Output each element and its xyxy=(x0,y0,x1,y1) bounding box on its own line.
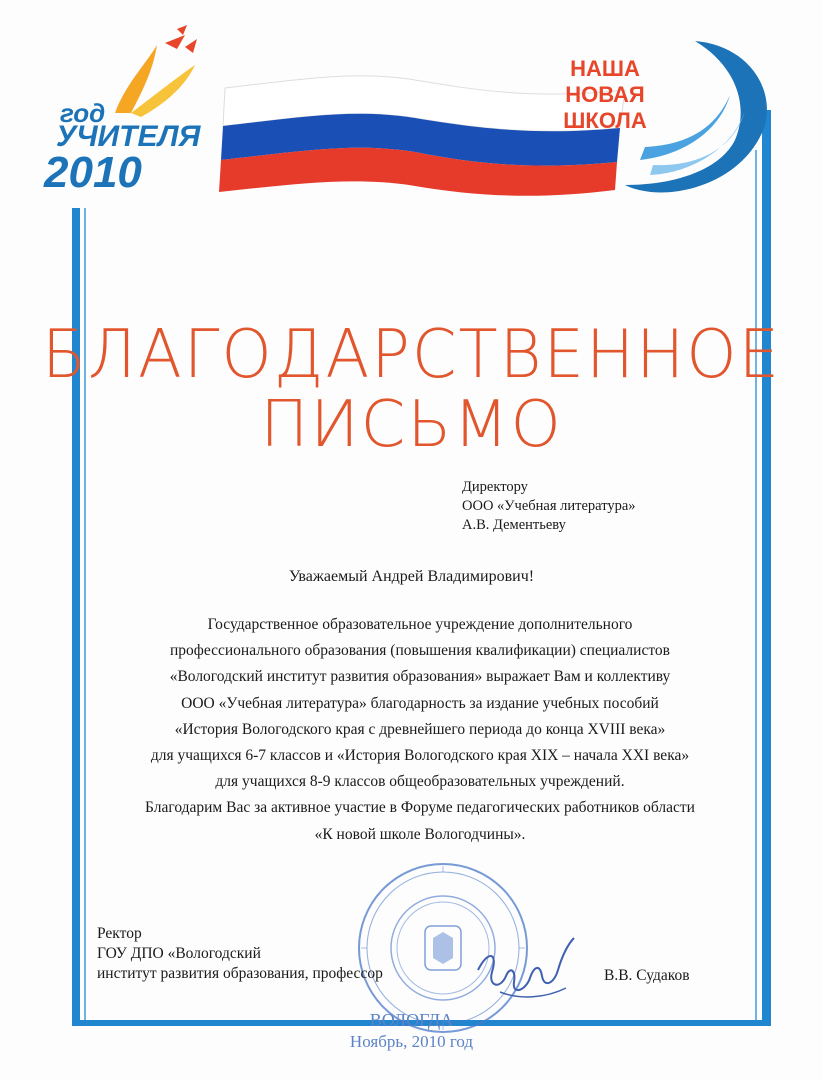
footer-date: Ноябрь, 2010 год xyxy=(349,1032,474,1051)
body-line: «История Вологодского края с древнейшего периода до конца XVIII века» xyxy=(174,720,666,738)
body-line: «Вологодский институт развития образования» выражает Вам и коллективу xyxy=(169,668,671,686)
addressee-position: Директору xyxy=(462,479,528,495)
signatory-organization: ГОУ ДПО «Вологодский xyxy=(97,945,261,962)
signatory-name: В.В. Судаков xyxy=(604,967,690,984)
body-line: ООО «Учебная литература» благодарность за издание учебных пособий xyxy=(181,694,659,712)
frame-right-border xyxy=(762,110,771,1020)
year-logo-word-god: год xyxy=(60,98,106,128)
body-line: профессионального образования (повышения квалификации) специалистов xyxy=(170,642,670,660)
addressee-name: А.В. Дементьеву xyxy=(462,517,566,533)
body-line: для учащихся 8-9 классов общеобразовательных учреждений. xyxy=(215,773,625,791)
addressee-block xyxy=(462,478,636,535)
handwritten-signature-icon xyxy=(470,930,580,1010)
school-logo-line3: ШКОЛА xyxy=(563,108,647,133)
signatory-block xyxy=(97,924,383,984)
addressee-organization: ООО «Учебная литература» xyxy=(462,498,636,514)
letter-body xyxy=(80,612,760,848)
signatory-title: Ректор xyxy=(97,925,142,942)
our-new-school-logo-text xyxy=(550,56,660,134)
year-logo-word-teacher: УЧИТЕЛЯ xyxy=(56,120,201,153)
signatory-organization-cont: институт развития образования, профессор xyxy=(97,965,383,982)
body-line: Государственное образовательное учреждение дополнительного xyxy=(207,616,633,633)
school-logo-line1: НАША xyxy=(570,56,640,81)
footer-city: ВОЛОГДА xyxy=(369,1010,454,1030)
year-logo-number: 2010 xyxy=(44,148,142,197)
body-line: для учащихся 6-7 классов и «История Вологодского края XIX – начала XXI века» xyxy=(150,747,690,765)
school-logo-line2: НОВАЯ xyxy=(565,82,645,107)
document-title-line2: ПИСЬМО xyxy=(260,388,563,462)
body-line: Благодарим Вас за активное участие в Форуме педагогических работников области xyxy=(145,799,695,817)
greeting: Уважаемый Андрей Владимирович! xyxy=(288,568,535,585)
document-title-line1: БЛАГОДАРСТВЕННОЕ xyxy=(41,316,782,394)
body-line: «К новой школе Вологодчины». xyxy=(314,825,526,843)
